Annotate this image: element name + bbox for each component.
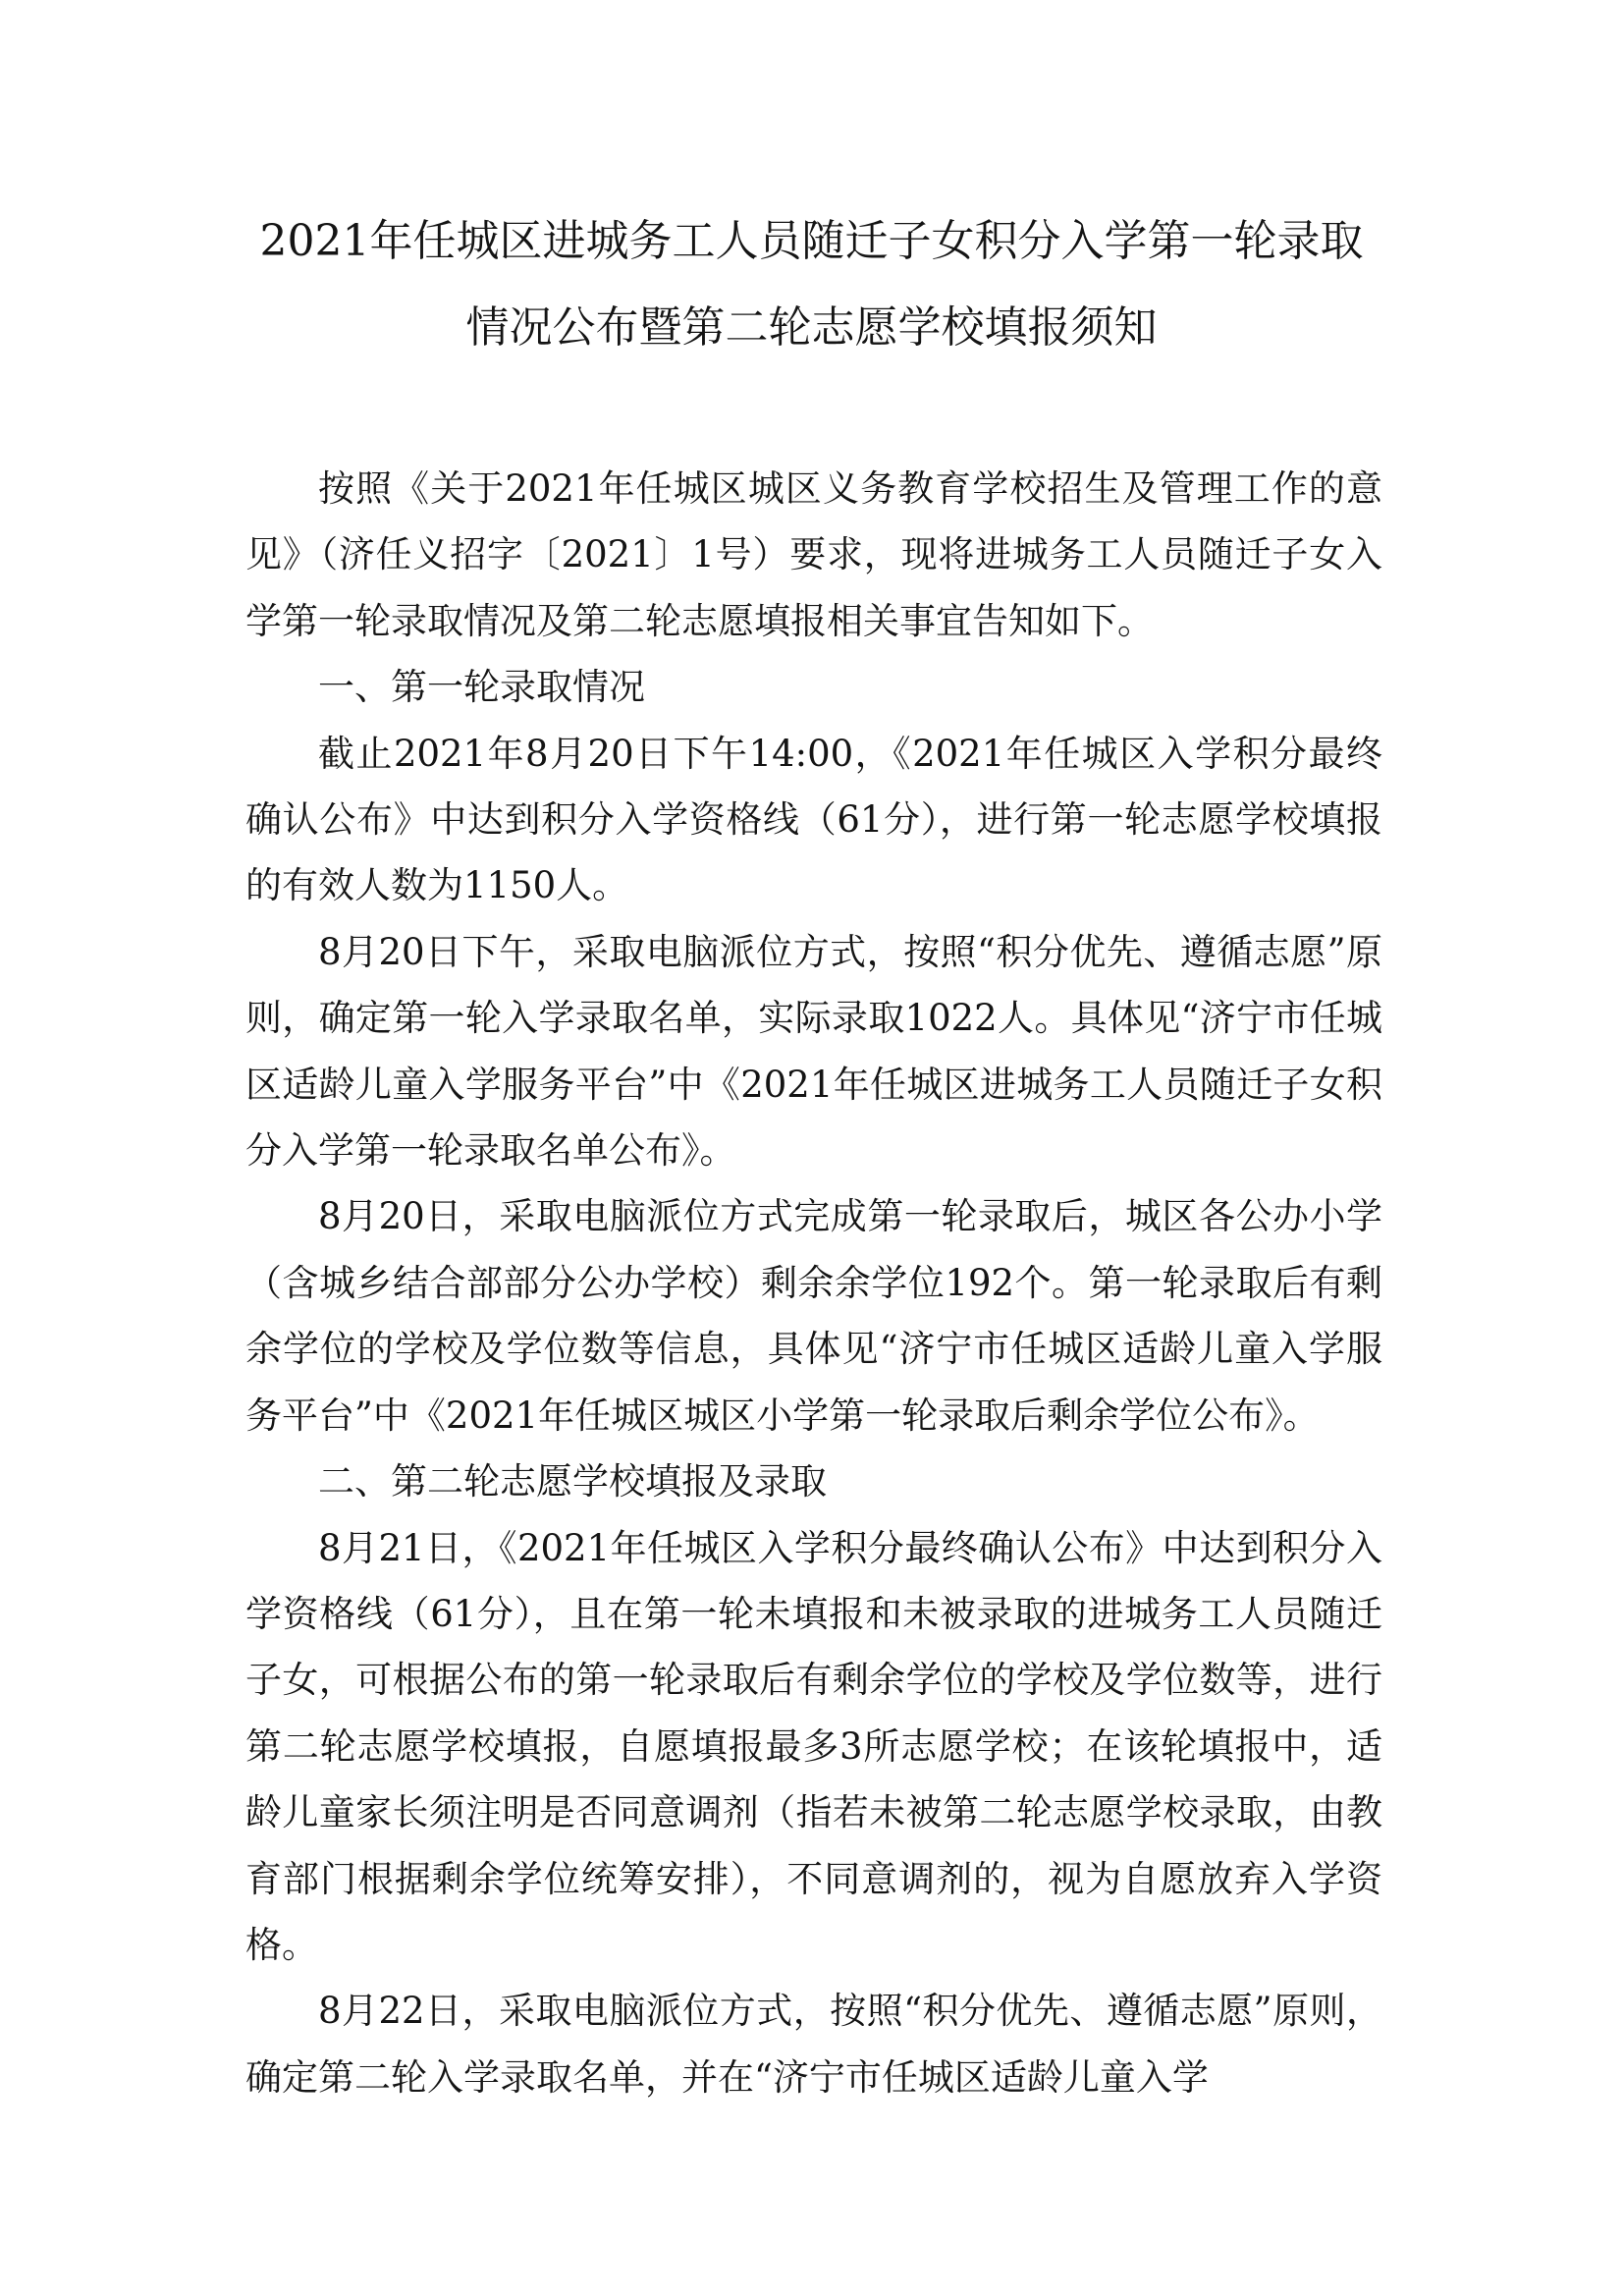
- document-title-line-2: 情况公布暨第二轮志愿学校填报须知: [465, 302, 1158, 353]
- section-1-paragraph: 截止2021年8月20日下午14:00，《2021年任城区入学积分最终确认公布》中达到积分入学资格线（61分），进行第一轮志愿学校填报的有效人数为1150人。: [245, 732, 1382, 907]
- document-body: [245, 456, 1382, 2110]
- intro-paragraph: 按照《关于2021年任城区城区义务教育学校招生及管理工作的意见》（济任义招字〔2021〕1号）要求，现将进城务工人员随迁子女入学第一轮录取情况及第二轮志愿填报相关事宜告知如下。: [245, 467, 1382, 642]
- section-2-paragraph: 8月21日，《2021年任城区入学积分最终确认公布》中达到积分入学资格线（61分），且在第一轮未填报和未被录取的进城务工人员随迁子女，可根据公布的第一轮录取后有剩余学位的学校及学位数等，进行第二轮志愿学校填报，自愿填报最多3所志愿学校；在该轮填报中，适龄儿童家长须注明是否同意调剂（指若未被第二轮志愿学校录取，由教育部门根据剩余学位统筹安排），不同意调剂的，视为自愿放弃入学资格。: [245, 1526, 1382, 1966]
- section-1-paragraph: 8月20日下午，采取电脑派位方式，按照“积分优先、遵循志愿”原则，确定第一轮入学录取名单，实际录取1022人。具体见“济宁市任城区适龄儿童入学服务平台”中《2021年任城区进城务工人员随迁子女积分入学第一轮录取名单公布》。: [245, 930, 1382, 1173]
- section-1-heading: 一、第一轮录取情况: [318, 666, 645, 709]
- section-2-heading: 二、第二轮志愿学校填报及录取: [318, 1460, 827, 1503]
- document-title-line-1: 2021年任城区进城务工人员随迁子女积分入学第一轮录取: [259, 216, 1364, 266]
- section-1-paragraph: 8月20日，采取电脑派位方式完成第一轮录取后，城区各公办小学（含城乡结合部部分公办学校）剩余余学位192个。第一轮录取后有剩余学位的学校及学位数等信息，具体见“济宁市任城区适龄儿童入学服务平台”中《2021年任城区城区小学第一轮录取后剩余学位公布》。: [245, 1195, 1382, 1437]
- section-2-paragraph: 8月22日，采取电脑派位方式，按照“积分优先、遵循志愿”原则，确定第二轮入学录取名单，并在“济宁市任城区适龄儿童入学: [245, 1990, 1382, 2099]
